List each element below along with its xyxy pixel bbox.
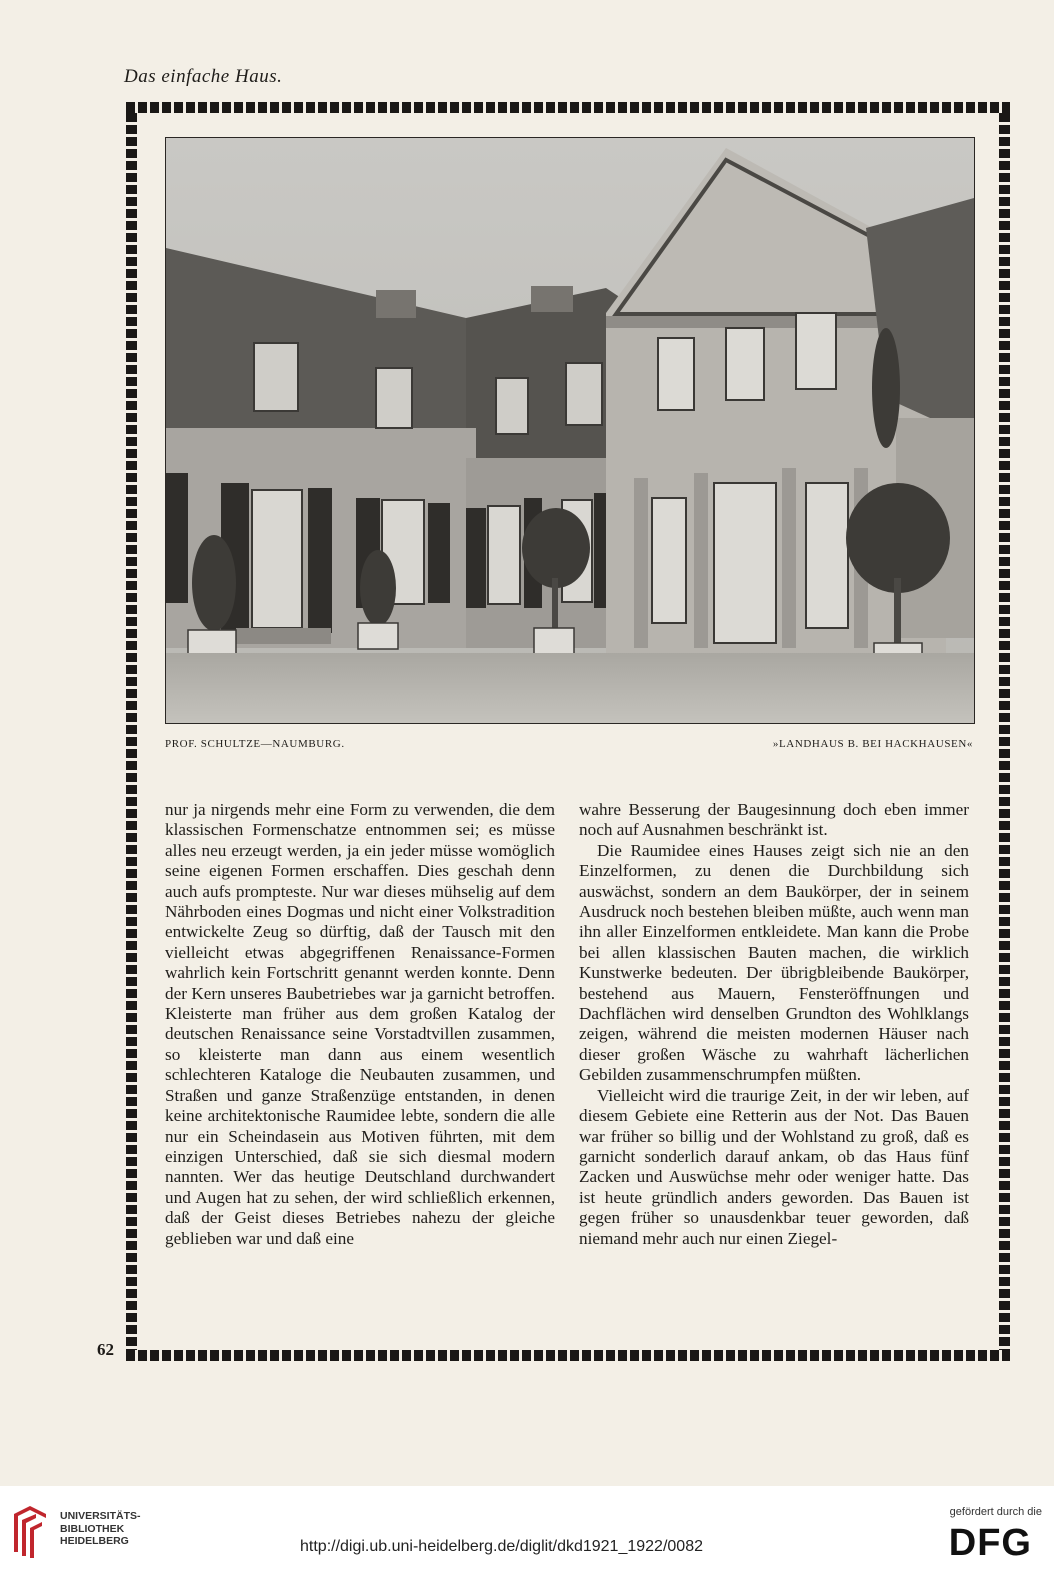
dfg-logo: DFG: [948, 1522, 1032, 1564]
figure-caption-title: »LANDHAUS B. BEI HACKHAUSEN«: [772, 738, 973, 750]
text-column-right: [579, 800, 969, 1249]
library-logo-icon: [10, 1502, 52, 1560]
ornamental-border-left: [126, 113, 137, 1350]
ornamental-border-top: [126, 102, 1010, 113]
house-photograph: [165, 137, 975, 724]
running-title: Das einfache Haus.: [124, 66, 283, 87]
permalink-url[interactable]: http://digi.ub.uni-heidelberg.de/diglit/dkd1921_1922/0082: [300, 1538, 703, 1555]
paragraph: wahre Besserung der Baugesinnung doch eben immer noch auf Ausnahmen beschränkt ist.: [579, 800, 969, 840]
library-name-line: BIBLIOTHEK: [60, 1522, 125, 1535]
digitization-footer: [0, 1486, 1054, 1582]
library-name-line: UNIVERSITÄTS-: [60, 1510, 141, 1522]
page-number: 62: [97, 1340, 114, 1359]
ornamental-border-bottom: [126, 1350, 1010, 1361]
figure-caption-author: PROF. SCHULTZE—NAUMBURG.: [165, 738, 345, 750]
funded-by-label: gefördert durch die: [949, 1506, 1042, 1518]
paragraph: nur ja nirgends mehr eine Form zu verwenden, die dem klassischen Formenschatze entnommen sei; es müsse alles neu erzeugt werden, ja ein jeder müsse womöglich seine eigenen Formen erschaffen. Dies geschah denn auch aufs prompteste. Nur war dieses mühselig auf dem Nährboden eines Dogmas und nicht einer Volkstradition entwickelte Zeug so dürftig, daß der Tausch mit den vielleicht etwas abgegriffenen Renaissance-Formen wahrlich kein Fortschritt genannt werden konnte. Denn der Kern unseres Baubetriebes war ja garnicht betroffen. Kleisterte man früher aus dem großen Katalog der deutschen Renaissance seine Vorstadtvillen zusammen, so kleisterte man dann aus einem wesentlich schlechteren Kataloge die Neubauten zusammen, und Straßen und ganze Straßenzüge entstanden, in denen keine architektonische Raumidee lebte, sondern die alle nur ein Scheindasein aus Motiven führten, mit dem einzigen Unterschied, daß sie sich diesmal modern nannten. Wer das heutige Deutschland durchwandert und Augen hat zu sehen, der wird schließlich erkennen, daß der Geist dieses Betriebes nahezu der gleiche geblieben war und daß eine: [165, 800, 555, 1248]
house-illustration: [166, 138, 974, 723]
ornamental-border-right: [999, 113, 1010, 1350]
text-column-left: [165, 800, 555, 1249]
library-name: [60, 1510, 141, 1548]
paragraph: Die Raumidee eines Hauses zeigt sich nie an den Einzelformen, zu denen die Durchbildung sich auswächst, sondern an dem Baukörper, der in seinem Ausdruck noch bestehen bleiben müßte, auch wenn man ihn aller Einzelformen entkleidete. Man kann die Probe bei allen klassischen Bauten machen, die wirklich Kunstwerke bedeuten. Der übrigbleibende Baukörper, bestehend aus Mauern, Fensteröffnungen und Dachflächen wird denselben Grundton des Wohlklangs zeigen, während die meisten modernen Häuser nach dieser großen Wäsche zu wahrhaft lächerlichen Gebilden zusammenschrumpfen müßten.: [579, 840, 969, 1085]
paragraph: Vielleicht wird die traurige Zeit, in der wir leben, auf diesem Gebiete eine Retterin aus der Not. Das Bauen war früher so billig und der Wohlstand zu groß, daß es garnicht sonderlich darauf ankam, ob das Haus fünf Zacken und Auswüchse mehr oder weniger hatte. Das ist heute gründlich anders geworden. Das Bauen ist gegen früher so unausdenkbar teuer geworden, daß niemand mehr auch nur einen Ziegel-: [579, 1085, 969, 1248]
library-name-line: HEIDELBERG: [60, 1535, 129, 1547]
